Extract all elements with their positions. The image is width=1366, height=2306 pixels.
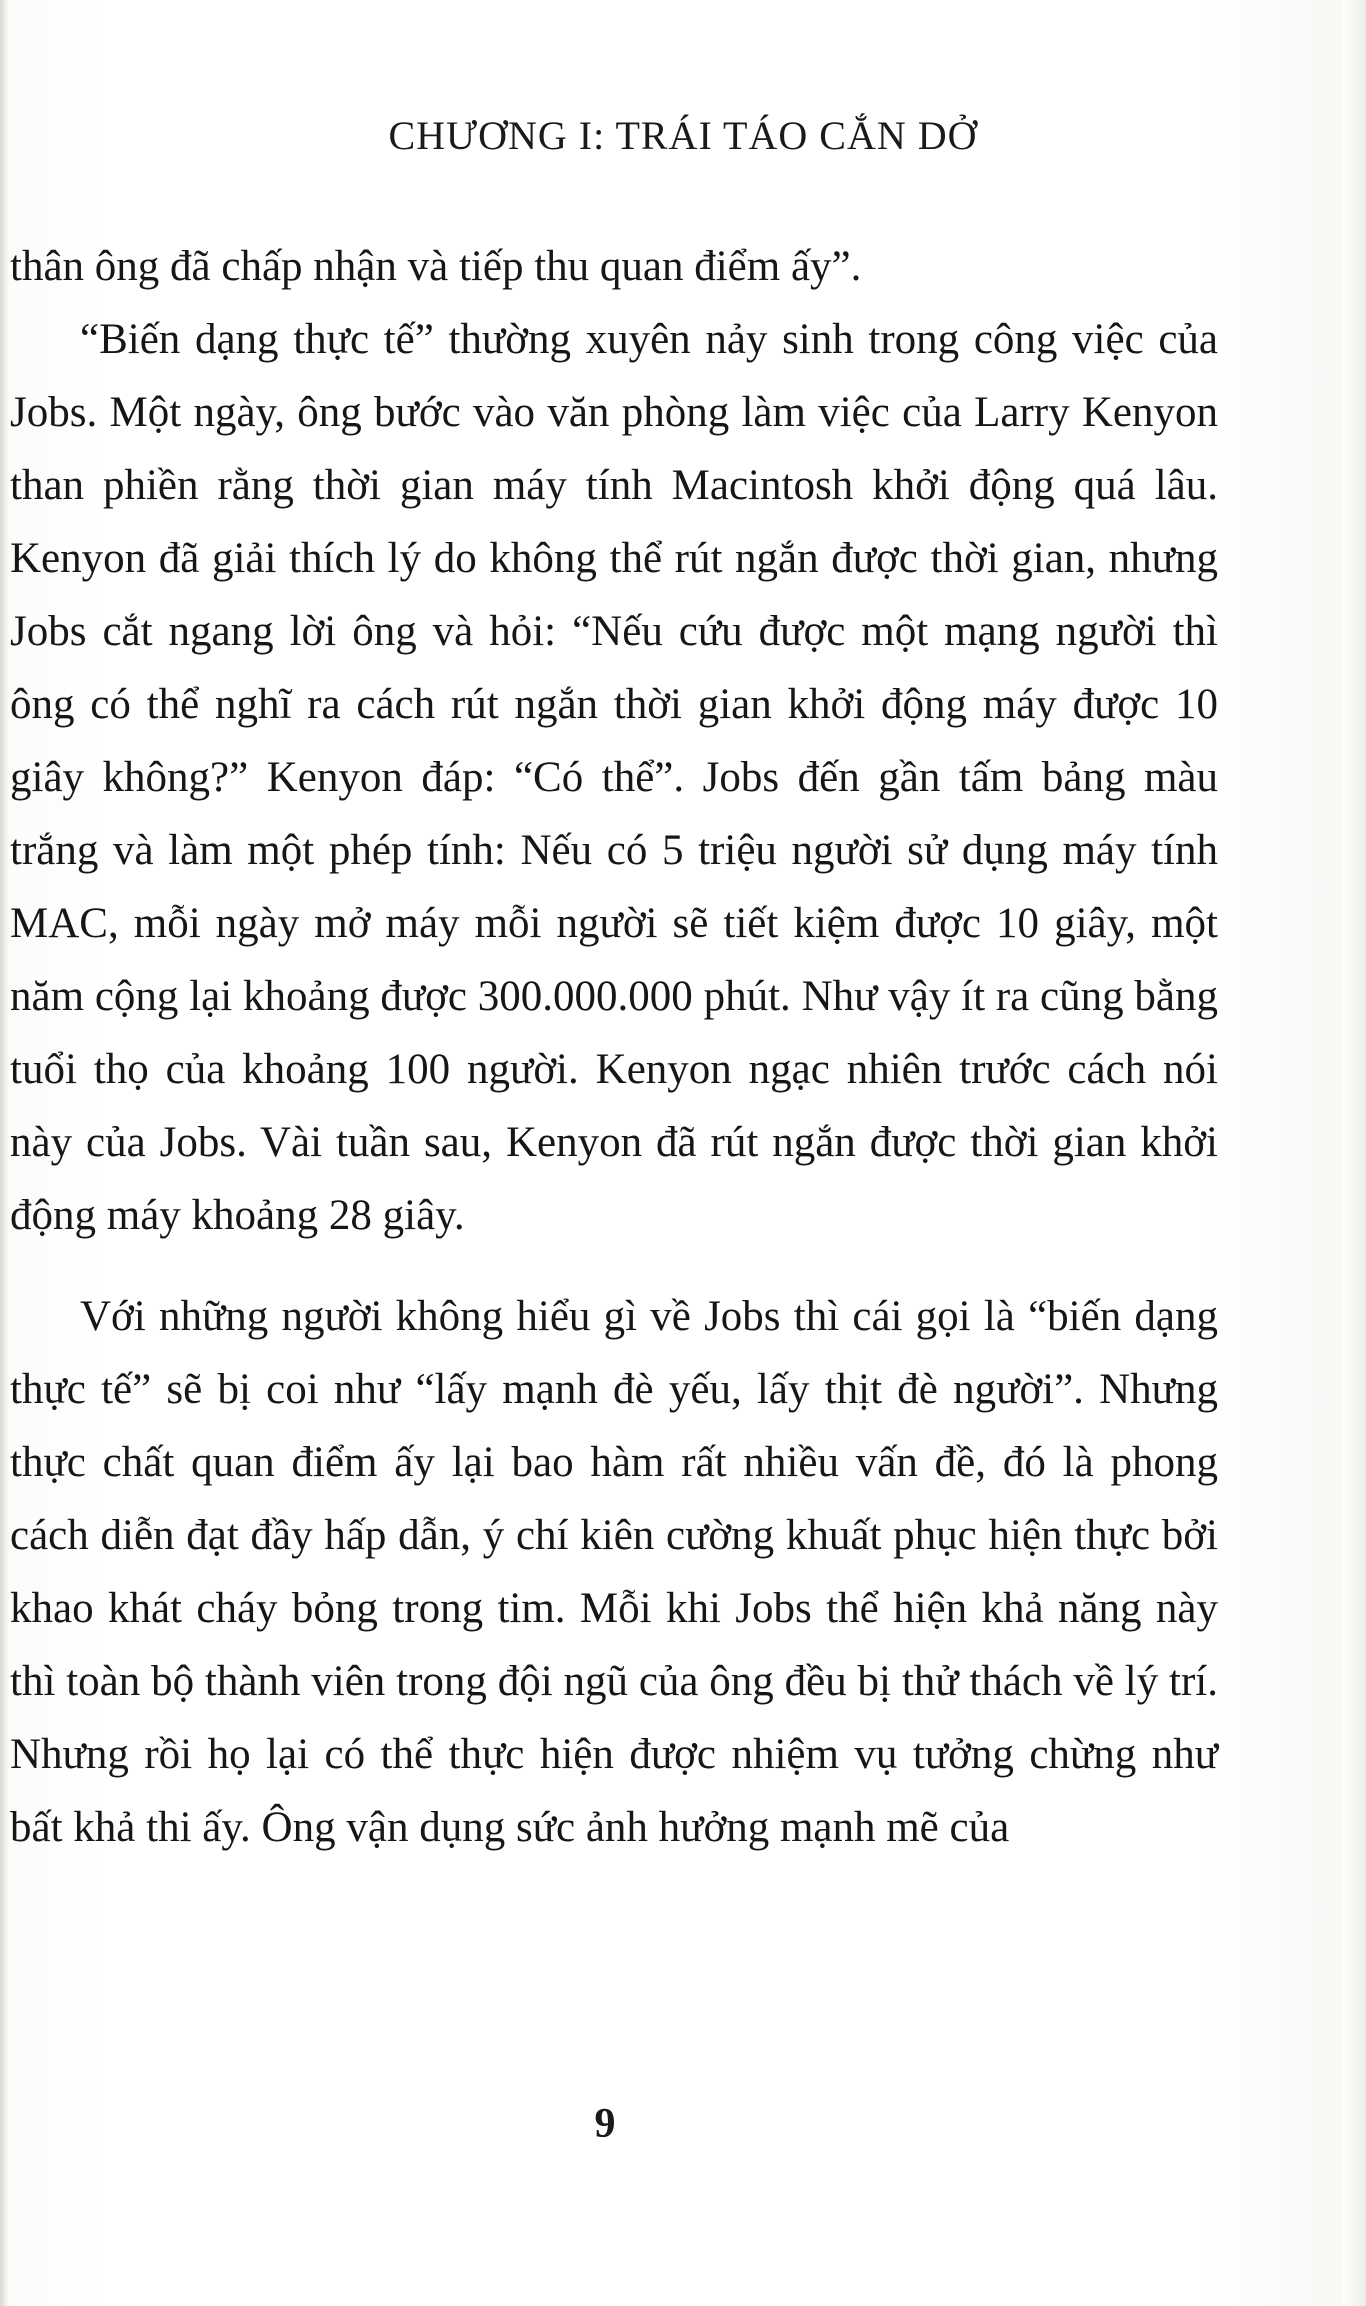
- body-text: [10, 230, 1218, 1864]
- paragraph-reality-distortion-example: “Biến dạng thực tế” thường xuyên nảy sinh trong công việc của Jobs. Một ngày, ông bước vào văn phòng làm việc của Larry Kenyon than phiền rằng thời gian máy tính Macintosh khởi động quá lâu. Kenyon đã giải thích lý do không thể rút ngắn được thời gian, nhưng Jobs cắt ngang lời ông và hỏi: “Nếu cứu được một mạng người thì ông có thể nghĩ ra cách rút ngắn thời gian khởi động máy được 10 giây không?” Kenyon đáp: “Có thể”. Jobs đến gần tấm bảng màu trắng và làm một phép tính: Nếu có 5 triệu người sử dụng máy tính MAC, mỗi ngày mở máy mỗi người sẽ tiết kiệm được 10 giây, một năm cộng lại khoảng được 300.000.000 phút. Như vậy ít ra cũng bằng tuổi thọ của khoảng 100 người. Kenyon ngạc nhiên trước cách nói này của Jobs. Vài tuần sau, Kenyon đã rút ngắn được thời gian khởi động máy khoảng 28 giây.: [10, 316, 1218, 1239]
- page-right-edge-shadow: [1342, 0, 1366, 2306]
- page-number: 9: [594, 2101, 616, 2147]
- paragraph-reality-distortion-meaning: Với những người không hiểu gì về Jobs thì cái gọi là “biến dạng thực tế” sẽ bị coi như “lấy mạnh đè yếu, lấy thịt đè người”. Nhưng thực chất quan điểm ấy lại bao hàm rất nhiều vấn đề, đó là phong cách diễn đạt đầy hấp dẫn, ý chí kiên cường khuất phục hiện thực bởi khao khát cháy bỏng trong tim. Mỗi khi Jobs thể hiện khả năng này thì toàn bộ thành viên trong đội ngũ của ông đều bị thử thách về lý trí. Nhưng rồi họ lại có thể thực hiện được nhiệm vụ tưởng chừng như bất khả thi ấy. Ông vận dụng sức ảnh hưởng mạnh mẽ của: [10, 1293, 1218, 1851]
- chapter-running-header: CHƯƠNG I: TRÁI TÁO CẮN DỞ: [388, 113, 978, 158]
- paragraph-continuation: thân ông đã chấp nhận và tiếp thu quan điểm ấy”.: [10, 243, 862, 290]
- page-left-edge-shadow: [0, 0, 10, 2306]
